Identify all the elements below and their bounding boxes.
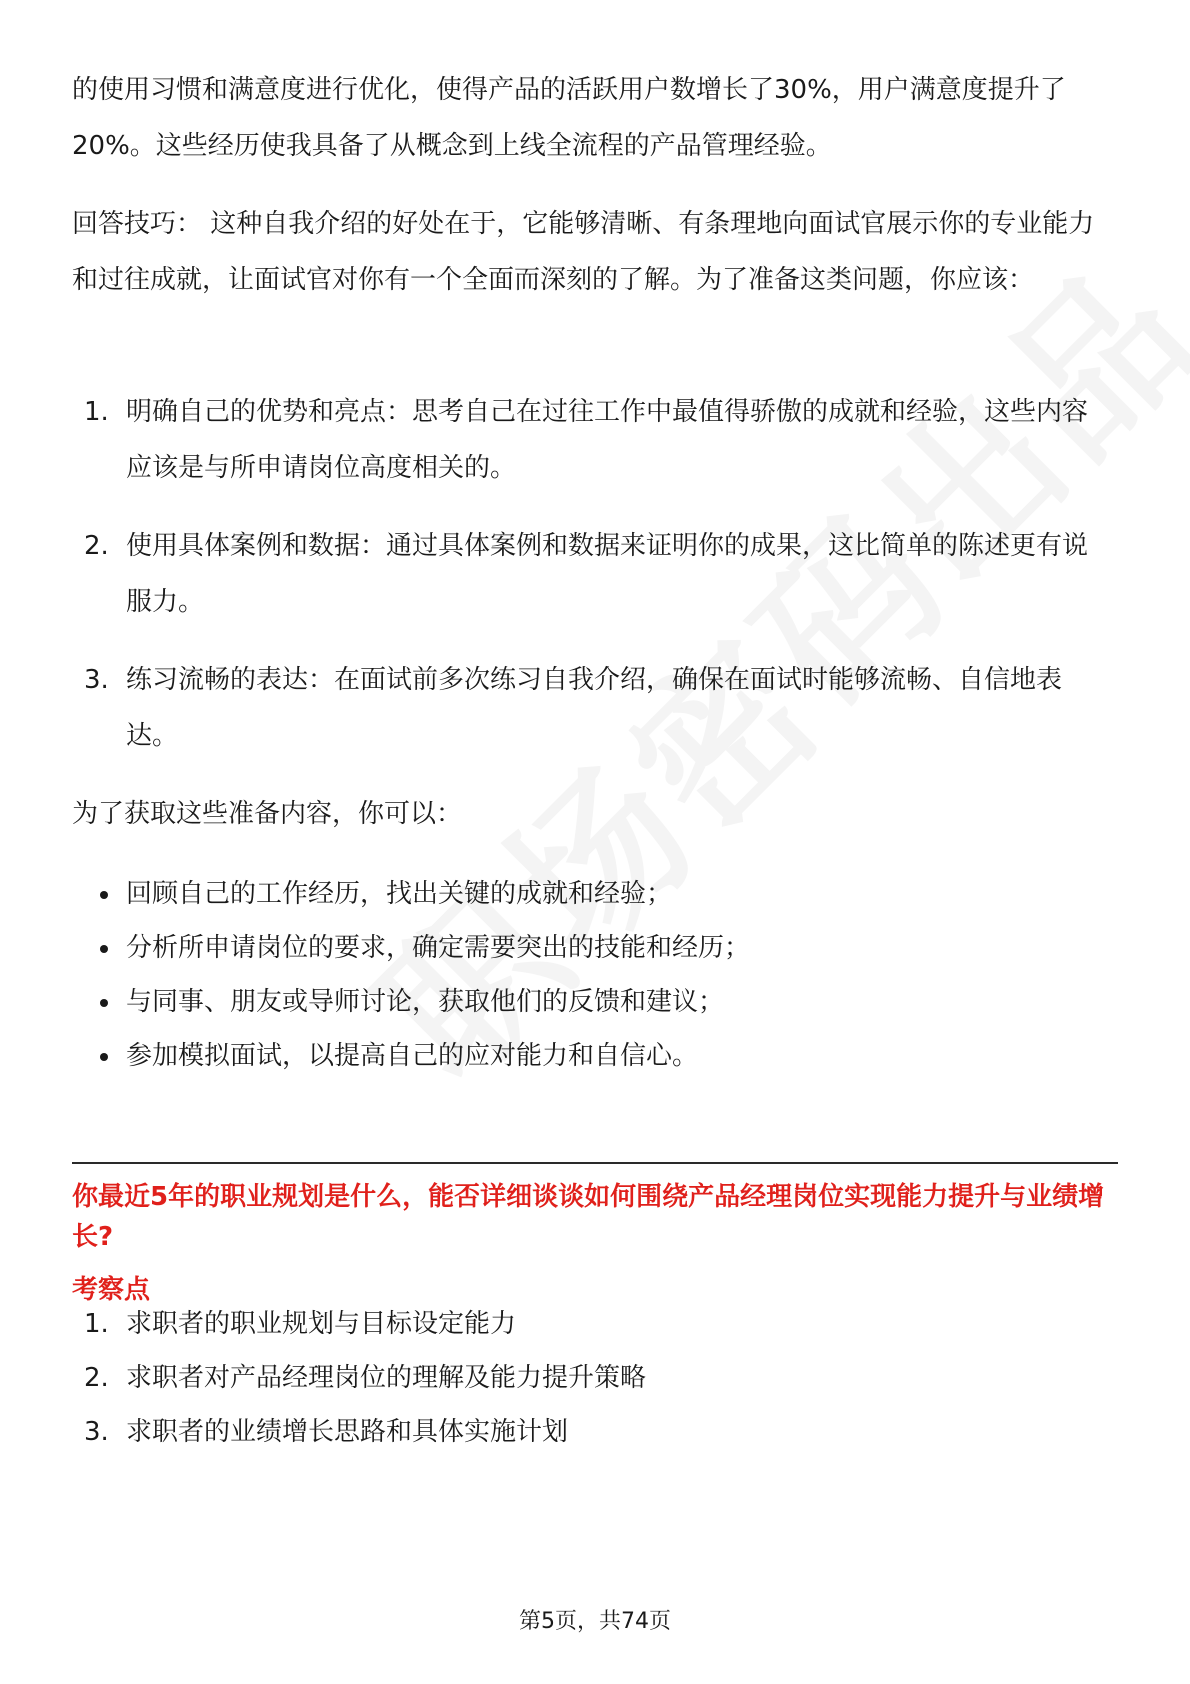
point-item-text: 求职者的职业规划与目标设定能力 — [126, 1309, 517, 1339]
section-divider — [72, 1162, 1118, 1164]
bullet-dot-icon — [100, 999, 108, 1007]
bullet-dot-icon — [100, 891, 108, 899]
bullet-dot-icon — [100, 945, 108, 953]
point-item-number: 3. — [84, 1417, 109, 1447]
prep-bullet-text: 回顾自己的工作经历，找出关键的成就和经验； — [126, 879, 673, 909]
tip-item-text: 明确自己的优势和亮点：思考自己在过往工作中最值得骄傲的成就和经验，这些内容应该是与所申请岗位高度相关的。 — [126, 397, 1089, 483]
prep-bullet-text: 与同事、朋友或导师讨论，获取他们的反馈和建议； — [126, 987, 725, 1017]
prep-intro: 为了获取这些准备内容，你可以： — [72, 799, 463, 829]
tip-item-number: 1. — [84, 397, 109, 427]
bullet-dot-icon — [100, 1053, 108, 1061]
point-item-number: 1. — [84, 1309, 109, 1339]
tip-item-number: 3. — [84, 665, 109, 695]
section-label: 考察点 — [72, 1275, 151, 1305]
point-item-number: 2. — [84, 1363, 109, 1393]
prep-bullet-text: 分析所申请岗位的要求，确定需要突出的技能和经历； — [126, 933, 751, 963]
prep-bullet-text: 参加模拟面试，以提高自己的应对能力和自信心。 — [126, 1041, 699, 1071]
question-title: 你最近5年的职业规划是什么，能否详细谈谈如何围绕产品经理岗位实现能力提升与业绩增长? — [72, 1182, 1105, 1252]
tip-item-text: 使用具体案例和数据：通过具体案例和数据来证明你的成果，这比简单的陈述更有说服力。 — [126, 531, 1089, 617]
point-item-text: 求职者的业绩增长思路和具体实施计划 — [126, 1417, 569, 1447]
tips-paragraph: 回答技巧： 这种自我介绍的好处在于，它能够清晰、有条理地向面试官展示你的专业能力和过往成就，让面试官对你有一个全面而深刻的了解。为了准备这类问题，你应该： — [72, 209, 1095, 295]
tip-item-number: 2. — [84, 531, 109, 561]
tip-item-text: 练习流畅的表达：在面试前多次练习自我介绍，确保在面试时能够流畅、自信地表达。 — [126, 665, 1063, 751]
intro-paragraph: 的使用习惯和满意度进行优化，使得产品的活跃用户数增长了30%，用户满意度提升了20%。这些经历使我具备了从概念到上线全流程的产品管理经验。 — [72, 75, 1066, 161]
point-item-text: 求职者对产品经理岗位的理解及能力提升策略 — [126, 1363, 647, 1393]
page-number: 第5页，共74页 — [519, 1609, 671, 1634]
